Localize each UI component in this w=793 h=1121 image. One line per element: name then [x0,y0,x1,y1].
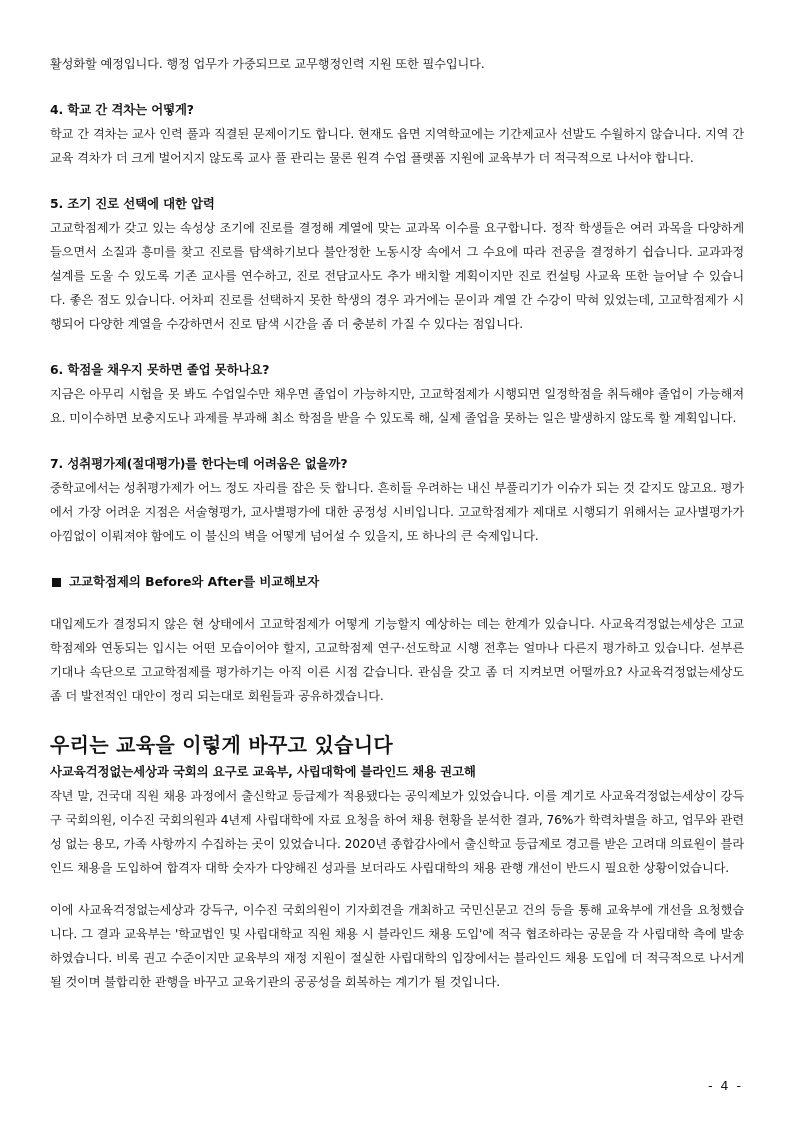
section-6-heading: 6. 학점을 채우지 못하면 졸업 못하나요? [50,362,270,377]
section-4-heading: 4. 학교 간 격차는 어떻게? [50,102,194,117]
intro-paragraph: 활성화할 예정입니다. 행정 업무가 가중되므로 교무행정인력 지원 또한 필수입니다. [50,57,485,71]
square-bullet-icon [52,578,61,587]
news-title: 우리는 교육을 이렇게 바꾸고 있습니다 [50,733,393,757]
section-5-heading: 5. 조기 진로 선택에 대한 압력 [50,196,215,211]
section-4-body: 학교 간 격차는 교사 인력 풀과 직결된 문제이기도 합니다. 현재도 읍면 지역학교에는 기간제교사 선발도 수월하지 않습니다. 지역 간 교육 격차가 더 크게 벌어지지 않도록 교사 풀 관리는 물론 원격 수업 플랫폼 지원에 교육부가 더 적극적으로 나서야 합니다. [50,127,744,165]
news-subheading: 사교육걱정없는세상과 국회의 요구로 교육부, 사립대학에 블라인드 채용 권고해 [50,764,476,779]
news-paragraph-1: 작년 말, 건국대 직원 채용 과정에서 출신학교 등급제가 적용됐다는 공익제보가 있었습니다. 이를 계기로 사교육걱정없는세상이 강득구 국회의원, 이수진 국회의원과 4년제 사립대학에 자료 요청을 하여 채용 현황을 분석한 결과, 76%가 학력차별을 하고, 업무와 관련성 없는 용모, 가족 사항까지 수집하는 곳이 있었습니다. 2020년 종합감사에서 출신학교 등급제로 경고를 받은 고려대 의료원이 블라인드 채용을 도입하여 합격자 대학 숫자가 다양해진 성과를 보더라도 사립대학의 채용 관행 개선이 반드시 필요한 상황이었습니다. [50,789,744,875]
section-7-body: 중학교에서는 성취평가제가 어느 정도 자리를 잡은 듯 합니다. 흔히들 우려하는 내신 부풀리기가 이슈가 되는 것 같지도 않고요. 평가에서 가장 어려운 지점은 서술형평가, 교사별평가에 대한 공정성 시비입니다. 고교학점제가 제대로 시행되기 위해서는 교사별평가가 아낌없이 이뤄져야 함에도 이 불신의 벽을 어떻게 넘어설 수 있을지, 또 하나의 큰 숙제입니다. [50,481,744,543]
compare-heading-text: 고교학점제의 Before와 After를 비교해보자 [69,574,320,589]
compare-heading [50,570,744,594]
compare-body: 대입제도가 결정되지 않은 현 상태에서 고교학점제가 어떻게 기능할지 예상하는 데는 한계가 있습니다. 사교육걱정없는세상은 고교학점제와 연동되는 입시는 어떤 모습이어야 할지, 고교학점제 연구·선도학교 시행 전후는 얼마나 다른지 평가하고 있습니다. 섣부른 기대나 속단으로 고교학점제를 평가하기는 아직 이른 시점 같습니다. 관심을 갖고 좀 더 지켜보면 어떨까요? 사교육걱정없는세상도 좀 더 발전적인 대안이 정리 되는대로 회원들과 공유하겠습니다. [50,617,744,703]
section-7-heading: 7. 성취평가제(절대평가)를 한다는데 어려움은 없을까? [50,456,348,471]
news-paragraph-2: 이에 사교육걱정없는세상과 강득구, 이수진 국회의원이 기자회견을 개최하고 국민신문고 건의 등을 통해 교육부에 개선을 요청했습니다. 그 결과 교육부는 '학교법인 및 사립대학교 직원 채용 시 블라인드 채용 도입'에 적극 협조하라는 공문을 각 사립대학 측에 발송하였습니다. 비록 권고 수준이지만 교육부의 재정 지원이 절실한 사립대학의 입장에서는 블라인드 채용 도입에 더 적극적으로 나서게 될 것이며 불합리한 관행을 바꾸고 교육기관의 공공성을 회복하는 계기가 될 것입니다. [50,903,744,989]
page-number: - 4 - [708,1078,743,1093]
section-5-body: 고교학점제가 갖고 있는 속성상 조기에 진로를 결정해 계열에 맞는 교과목 이수를 요구합니다. 정작 학생들은 여러 과목을 다양하게 들으면서 소질과 흥미를 찾고 진로를 탐색하기보다 불안정한 노동시장 속에서 그 수요에 따라 전공을 결정하기 쉽습니다. 교과과정 설계를 도울 수 있도록 기존 교사를 연수하고, 진로 전담교사도 추가 배치할 계획이지만 진로 컨설팅 사교육 또한 늘어날 수 있습니다. 좋은 점도 있습니다. 어차피 진로를 선택하지 못한 학생의 경우 과거에는 문이과 계열 간 수강이 막혀 있었는데, 고교학점제가 시행되어 다양한 계열을 수강하면서 진로 탐색 시간을 좀 더 충분히 가질 수 있다는 점입니다. [50,221,744,331]
section-6-body: 지금은 아무리 시험을 못 봐도 수업일수만 채우면 졸업이 가능하지만, 고교학점제가 시행되면 일정학점을 취득해야 졸업이 가능해져요. 미이수하면 보충지도나 과제를 부과해 최소 학점을 받을 수 있도록 해, 실제 졸업을 못하는 일은 발생하지 않도록 할 계획입니다. [50,387,744,425]
document-page [50,52,744,994]
